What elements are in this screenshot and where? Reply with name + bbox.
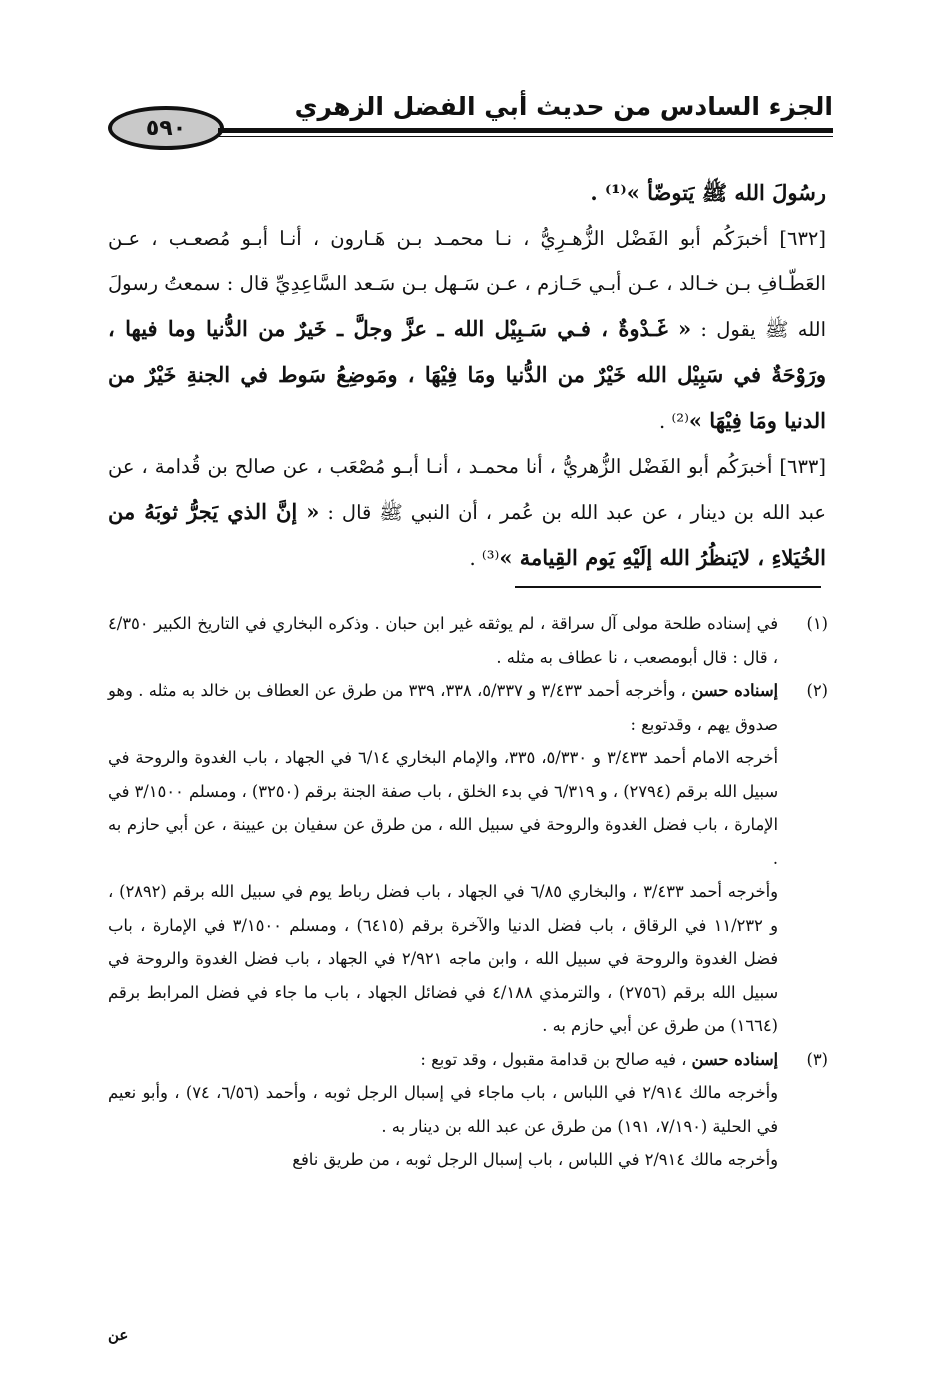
hadith-632-ref: ⁽²⁾ . (659, 410, 689, 433)
footnote-text: أخرجه الامام أحمد ٣/٤٣٣ و ٥/٣٣٠، ٣٣٥، والإمام البخاري ٦/١٤ في الجهاد ، باب الغدوة والروحة في سبيل الله برقم (٢٧٩٤) ، و ٦/٣١٩ في بدء الخلق ، باب صفة الجنة برقم (٣٢٥٠) ، ومسلم ٣/١٥٠٠ في الإمارة ، باب فضل الغدوة والروحة في سبيل الله ، من طرق عن سفيان بن عيينة ، عن أبي حازم به . (108, 748, 778, 868)
catchword: عن (108, 1326, 129, 1344)
footnote-text: إسناده حسن ، وأخرجه أحمد ٣/٤٣٣ و ٥/٣٣٧، ٣٣٨، ٣٣٩ من طرق عن العطاف بن خالد به مثله . وهو صدوق يهم ، وقدتوبع : (108, 681, 778, 734)
footnote-number: (٢) (806, 681, 828, 700)
footnote-1 (108, 607, 828, 674)
hadith-633-intro: [٦٣٣] أخبرَكُم أبو الفَضْل الزُّهريُّ ، أنا محمـد ، أنـا أبـو مُصْعَب ، عن صالح بن قُدامة ، عن عبد الله بن دينار ، عن عبد الله بن عُمر ، أن النبي ﷺ قال : (108, 455, 826, 524)
hadith-633 (108, 444, 826, 581)
footnote-lead: إسناده حسن (691, 681, 778, 700)
header-title: الجزء السادس من حديث أبي الفضل الزهري (294, 92, 833, 121)
hadith-633-text: « إنَّ الذي يَجرُّ ثوبَهُ من الخُيَلاءِ ، لايَنظُرُ الله إلَيْهِ يَوم القِيامة » (108, 499, 826, 570)
running-header (108, 92, 833, 158)
footnote-text: وأخرجه أحمد ٣/٤٣٣ ، والبخاري ٦/٨٥ في الجهاد ، باب فضل رباط يوم في سبيل الله برقم (٢٨٩٢) ، و ١١/٢٣٢ في الرقاق ، باب فضل الدنيا والآخرة برقم (٦٤١٥) ، ومسلم ٣/١٥٠٠ في الإمارة ، باب فضل الغدوة والروحة في سبيل الله ، وابن ماجه ٢/٩٢١ في الجهاد ، باب فضل الغدوة والروحة في سبيل الله برقم (٢٧٥٦) ، والترمذي ٤/١٨٨ في فضائل الجهاد ، باب ما جاء في فضل المرابط برقم (١٦٦٤) من طرق عن أبي حازم به . (108, 882, 778, 1035)
footnote-number: (١) (806, 614, 828, 633)
footnote-text: إسناده حسن ، فيه صالح بن قدامة مقبول ، وقد توبع : (420, 1049, 778, 1069)
hadith-632 (108, 216, 826, 444)
hadith-632-intro: [٦٣٢] أخبرَكُم أبو الفَضْل الزُّهـرِيُّ ، نـا محمـد بـن هَـارون ، أنـا أبـو مُصعـب ، عـن العَطّـافِ بـن خـالد ، عـن أبـي حَـازم ، عـن سَـهل بـن سَـعد السَّاعِدِيِّ قال : سمعتُ رسولَ الله ﷺ يقول : (108, 227, 827, 341)
hadith-633-ref: ⁽³⁾ . (469, 547, 500, 570)
footnote-text: في إسناده طلحة مولى آل سراقة ، لم يوثقه غير ابن حبان . وذكره البخاري في التاريخ الكبير ٤/٣٥٠ ، قال : قال أبومصعب ، نا عطاف به مثله . (108, 614, 778, 667)
footnote-text: وأخرجه مالك ٢/٩١٤ في اللباس ، باب إسبال الرجل ثوبه ، من طريق نافع (292, 1150, 778, 1169)
footnote-3 (108, 1043, 828, 1177)
header-rule-thin (218, 136, 833, 137)
main-text (108, 170, 826, 581)
footnote-text: وأخرجه مالك ٢/٩١٤ في اللباس ، باب ماجاء في إسبال الرجل ثوبه ، وأحمد (٦/٥٦، ٧٤) ، وأبو نعيم في الحلية (٧/١٩٠، ١٩١) من طرق عن عبد الله بن دينار به . (108, 1083, 778, 1136)
opening-line: رسُولَ الله ﷺ يَتوضّأ »⁽¹⁾ . (590, 180, 826, 205)
footnote-number: (٣) (806, 1049, 828, 1069)
footnote-lead: إسناده حسن (691, 1049, 778, 1069)
page-number: ٥٩٠ (108, 106, 224, 150)
hadith-632-text: « غَـدْوةٌ ، فـي سَـبِيْل الله ـ عزَّ وجلَّ ـ خَيرٌ من الدُّنيا وما فيها ، ورَوْحَةٌ في سَبِيْل الله خَيْرٌ من الدُّنيا ومَا فِيْهَا ، ومَوضِعُ سَوط في الجنةِ خَيْرٌ من الدنيا ومَا فِيْهَا » (108, 316, 826, 433)
footnotes (108, 607, 828, 1177)
footnote-2 (108, 674, 828, 1043)
header-rule-thick (218, 128, 833, 133)
footnote-separator (515, 586, 821, 588)
